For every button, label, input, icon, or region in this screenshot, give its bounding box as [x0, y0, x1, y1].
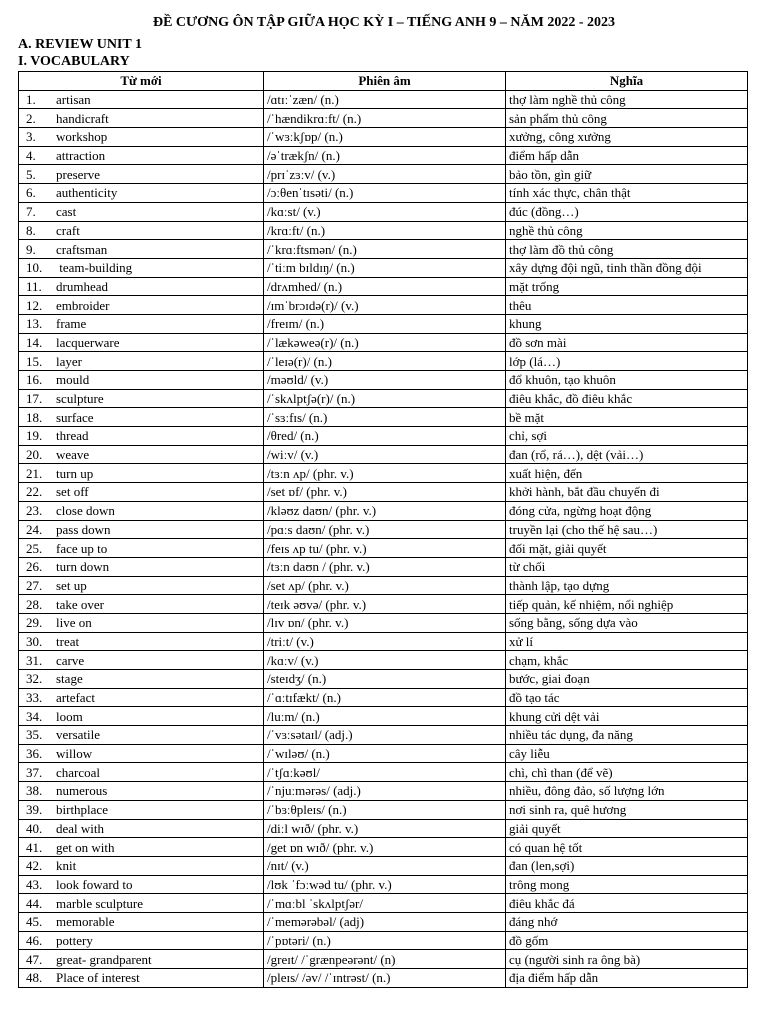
cell-phonetic: /ˈsɜːfɪs/ (n.) — [264, 408, 506, 427]
cell-phonetic: /ˈtiːm bɪldɪŋ/ (n.) — [264, 258, 506, 277]
vocab-word: set off — [56, 484, 89, 500]
vocab-word: willow — [56, 746, 93, 762]
table-row — [19, 576, 748, 595]
vocab-word: look foward to — [56, 876, 133, 892]
row-number: 40. — [26, 820, 43, 836]
table-row — [19, 445, 748, 464]
table-row — [19, 875, 748, 894]
table-row — [19, 744, 748, 763]
table-row — [19, 109, 748, 128]
row-number: 7. — [26, 204, 36, 220]
cell-word — [19, 258, 264, 277]
cell-phonetic: /krɑːft/ (n.) — [264, 221, 506, 240]
row-number: 10. — [26, 260, 43, 276]
cell-meaning: thêu — [506, 296, 748, 315]
cell-phonetic: /prɪˈzɜːv/ (v.) — [264, 165, 506, 184]
row-number: 15. — [26, 353, 43, 369]
cell-phonetic: /pɑːs daʊn/ (phr. v.) — [264, 520, 506, 539]
cell-word — [19, 520, 264, 539]
table-row — [19, 128, 748, 147]
row-number: 16. — [26, 372, 43, 388]
row-number: 8. — [26, 222, 36, 238]
cell-word — [19, 875, 264, 894]
vocab-word: great- grandparent — [56, 951, 152, 967]
cell-phonetic: /ˈkrɑːftsmən/ (n.) — [264, 240, 506, 259]
cell-phonetic: /set ʌp/ (phr. v.) — [264, 576, 506, 595]
table-row — [19, 146, 748, 165]
cell-word — [19, 763, 264, 782]
cell-meaning: mặt trống — [506, 277, 748, 296]
cell-word — [19, 800, 264, 819]
cell-word — [19, 613, 264, 632]
cell-phonetic: /freɪm/ (n.) — [264, 314, 506, 333]
row-number: 1. — [26, 92, 36, 108]
row-number: 29. — [26, 615, 43, 631]
cell-meaning: xây dựng đội ngũ, tinh thần đồng đội — [506, 258, 748, 277]
row-number: 31. — [26, 652, 43, 668]
cell-word — [19, 501, 264, 520]
cell-phonetic: /tɜːn daʊn / (phr. v.) — [264, 557, 506, 576]
section-heading-vocabulary: I. VOCABULARY — [18, 54, 130, 69]
cell-phonetic: /ˈbɜːθpleɪs/ (n.) — [264, 800, 506, 819]
cell-meaning: đáng nhớ — [506, 912, 748, 931]
row-number: 32. — [26, 671, 43, 687]
row-number: 47. — [26, 951, 43, 967]
cell-meaning: tiếp quản, kế nhiệm, nối nghiệp — [506, 595, 748, 614]
row-number: 26. — [26, 559, 43, 575]
cell-word — [19, 202, 264, 221]
cell-meaning: sản phẩm thủ công — [506, 109, 748, 128]
vocab-word: artefact — [56, 690, 95, 706]
cell-phonetic: /triːt/ (v.) — [264, 632, 506, 651]
table-row — [19, 894, 748, 913]
cell-word — [19, 894, 264, 913]
cell-phonetic: /lʊk ˈfɔːwəd tu/ (phr. v.) — [264, 875, 506, 894]
header-new-word: Từ mới — [19, 72, 264, 91]
row-number: 22. — [26, 484, 43, 500]
row-number: 11. — [26, 278, 42, 294]
cell-word — [19, 726, 264, 745]
row-number: 20. — [26, 447, 43, 463]
header-meaning: Nghĩa — [506, 72, 748, 91]
cell-phonetic: /kləʊz daʊn/ (phr. v.) — [264, 501, 506, 520]
table-row — [19, 651, 748, 670]
row-number: 4. — [26, 148, 36, 164]
table-row — [19, 670, 748, 689]
vocab-word: stage — [56, 671, 83, 687]
table-row — [19, 483, 748, 502]
cell-meaning: đan (rổ, rá…), dệt (vải…) — [506, 445, 748, 464]
vocab-word: Place of interest — [56, 970, 140, 986]
table-row — [19, 800, 748, 819]
table-row — [19, 595, 748, 614]
vocab-word: weave — [56, 447, 90, 463]
row-number: 37. — [26, 764, 43, 780]
cell-phonetic: /luːm/ (n.) — [264, 707, 506, 726]
cell-word — [19, 539, 264, 558]
cell-word — [19, 464, 264, 483]
table-row — [19, 277, 748, 296]
cell-meaning: chì, chì than (để vẽ) — [506, 763, 748, 782]
row-number: 2. — [26, 110, 36, 126]
vocab-word: memorable — [56, 914, 115, 930]
vocab-word: get on with — [56, 839, 115, 855]
vocab-word: surface — [56, 409, 94, 425]
table-row — [19, 296, 748, 315]
table-row — [19, 688, 748, 707]
row-number: 14. — [26, 334, 43, 350]
cell-phonetic: /ˈskʌlptʃə(r)/ (n.) — [264, 389, 506, 408]
table-row — [19, 838, 748, 857]
row-number: 41. — [26, 839, 43, 855]
cell-meaning: truyền lại (cho thế hệ sau…) — [506, 520, 748, 539]
cell-meaning: lớp (lá…) — [506, 352, 748, 371]
row-number: 44. — [26, 895, 43, 911]
cell-meaning: từ chối — [506, 557, 748, 576]
cell-meaning: xuất hiện, đến — [506, 464, 748, 483]
cell-meaning: đối mặt, giải quyết — [506, 539, 748, 558]
cell-meaning: giải quyết — [506, 819, 748, 838]
row-number: 46. — [26, 932, 43, 948]
cell-meaning: bảo tồn, gìn giữ — [506, 165, 748, 184]
cell-word — [19, 277, 264, 296]
cell-phonetic: /ˈmemərəbəl/ (adj) — [264, 912, 506, 931]
row-number: 6. — [26, 185, 36, 201]
vocab-word: live on — [56, 615, 92, 631]
cell-phonetic: /ˈtʃɑːkəʊl/ — [264, 763, 506, 782]
cell-word — [19, 427, 264, 446]
cell-phonetic: /get ɒn wɪð/ (phr. v.) — [264, 838, 506, 857]
cell-phonetic: /set ɒf/ (phr. v.) — [264, 483, 506, 502]
table-row — [19, 464, 748, 483]
cell-word — [19, 744, 264, 763]
cell-word — [19, 445, 264, 464]
cell-meaning: cây liễu — [506, 744, 748, 763]
table-row — [19, 240, 748, 259]
cell-word — [19, 408, 264, 427]
vocab-word: birthplace — [56, 802, 108, 818]
vocab-word: handicraft — [56, 110, 109, 126]
vocab-word: craftsman — [56, 241, 108, 257]
cell-word — [19, 184, 264, 203]
cell-meaning: khung cửi dệt vải — [506, 707, 748, 726]
cell-phonetic: /nɪt/ (v.) — [264, 856, 506, 875]
cell-meaning: đổ khuôn, tạo khuôn — [506, 371, 748, 390]
table-row — [19, 520, 748, 539]
table-row — [19, 408, 748, 427]
cell-word — [19, 128, 264, 147]
vocab-word: workshop — [56, 129, 108, 145]
cell-word — [19, 651, 264, 670]
vocab-word: versatile — [56, 727, 101, 743]
cell-meaning: địa điểm hấp dẫn — [506, 969, 748, 988]
table-row — [19, 427, 748, 446]
row-number: 9. — [26, 241, 36, 257]
cell-meaning: chạm, khắc — [506, 651, 748, 670]
cell-phonetic: /lɪv ɒn/ (phr. v.) — [264, 613, 506, 632]
cell-phonetic: /ˈwɜːkʃɒp/ (n.) — [264, 128, 506, 147]
cell-word — [19, 221, 264, 240]
cell-word — [19, 707, 264, 726]
vocab-word: sculpture — [56, 391, 104, 407]
cell-phonetic: /θred/ (n.) — [264, 427, 506, 446]
cell-meaning: bước, giai đoạn — [506, 670, 748, 689]
vocab-word: numerous — [56, 783, 108, 799]
cell-meaning: đúc (đồng…) — [506, 202, 748, 221]
cell-word — [19, 483, 264, 502]
row-number: 45. — [26, 914, 43, 930]
table-row — [19, 950, 748, 969]
vocab-word: set up — [56, 577, 87, 593]
vocab-word: close down — [56, 503, 115, 519]
cell-meaning: bề mặt — [506, 408, 748, 427]
cell-word — [19, 389, 264, 408]
cell-word — [19, 912, 264, 931]
row-number: 35. — [26, 727, 43, 743]
cell-meaning: đóng cửa, ngừng hoạt động — [506, 501, 748, 520]
table-row — [19, 763, 748, 782]
vocabulary-table — [18, 71, 748, 988]
cell-word — [19, 314, 264, 333]
table-header-row — [19, 72, 748, 91]
table-row — [19, 856, 748, 875]
row-number: 36. — [26, 746, 43, 762]
cell-meaning: xưởng, công xưởng — [506, 128, 748, 147]
vocab-word: treat — [56, 633, 80, 649]
cell-meaning: khởi hành, bắt đầu chuyến đi — [506, 483, 748, 502]
vocab-word: loom — [56, 708, 83, 724]
vocab-word: layer — [56, 353, 82, 369]
cell-phonetic: /ˈpɒtəri/ (n.) — [264, 931, 506, 950]
row-number: 48. — [26, 970, 43, 986]
table-row — [19, 707, 748, 726]
cell-word — [19, 165, 264, 184]
vocabulary-table-body — [19, 90, 748, 987]
row-number: 33. — [26, 690, 43, 706]
cell-meaning: khung — [506, 314, 748, 333]
cell-phonetic: /wiːv/ (v.) — [264, 445, 506, 464]
table-row — [19, 314, 748, 333]
vocab-word: carve — [56, 652, 85, 668]
table-row — [19, 819, 748, 838]
cell-word — [19, 688, 264, 707]
row-number: 24. — [26, 521, 43, 537]
table-row — [19, 782, 748, 801]
cell-phonetic: /greɪt/ /ˈgrænpeərənt/ (n) — [264, 950, 506, 969]
vocab-word: face up to — [56, 540, 108, 556]
cell-word — [19, 595, 264, 614]
row-number: 34. — [26, 708, 43, 724]
cell-phonetic: /ɔːθenˈtɪsəti/ (n.) — [264, 184, 506, 203]
cell-word — [19, 240, 264, 259]
cell-word — [19, 371, 264, 390]
vocab-word: lacquerware — [56, 334, 120, 350]
cell-word — [19, 109, 264, 128]
vocab-word: preserve — [56, 166, 101, 182]
table-row — [19, 352, 748, 371]
cell-phonetic: /ˈmɑːbl ˈskʌlptʃər/ — [264, 894, 506, 913]
vocab-word: take over — [56, 596, 105, 612]
row-number: 12. — [26, 297, 43, 313]
vocab-word: pottery — [56, 932, 93, 948]
cell-meaning: điểm hấp dẫn — [506, 146, 748, 165]
table-row — [19, 258, 748, 277]
cell-word — [19, 632, 264, 651]
table-row — [19, 333, 748, 352]
table-row — [19, 632, 748, 651]
cell-meaning: sống bằng, sống dựa vào — [506, 613, 748, 632]
row-number: 23. — [26, 503, 43, 519]
vocab-word: turn down — [56, 559, 110, 575]
cell-phonetic: /ˈvɜːsətaɪl/ (adj.) — [264, 726, 506, 745]
cell-phonetic: /kɑːst/ (v.) — [264, 202, 506, 221]
vocab-word: team-building — [56, 260, 133, 276]
cell-phonetic: /ɪmˈbrɔɪdə(r)/ (v.) — [264, 296, 506, 315]
vocab-word: deal with — [56, 820, 105, 836]
row-number: 42. — [26, 858, 43, 874]
table-row — [19, 931, 748, 950]
cell-phonetic: /feɪs ʌp tu/ (phr. v.) — [264, 539, 506, 558]
cell-word — [19, 352, 264, 371]
cell-phonetic: /ˈnjuːmərəs/ (adj.) — [264, 782, 506, 801]
row-number: 13. — [26, 316, 43, 332]
row-number: 21. — [26, 465, 43, 481]
vocab-word: authenticity — [56, 185, 118, 201]
cell-phonetic: /ˈleɪə(r)/ (n.) — [264, 352, 506, 371]
row-number: 28. — [26, 596, 43, 612]
cell-word — [19, 782, 264, 801]
cell-meaning: chỉ, sợi — [506, 427, 748, 446]
row-number: 17. — [26, 391, 43, 407]
cell-phonetic: /əˈtrækʃn/ (n.) — [264, 146, 506, 165]
cell-meaning: nhiều tác dụng, đa năng — [506, 726, 748, 745]
cell-meaning: trông mong — [506, 875, 748, 894]
cell-meaning: thợ làm nghề thủ công — [506, 90, 748, 109]
cell-meaning: cụ (người sinh ra ông bà) — [506, 950, 748, 969]
cell-meaning: thành lập, tạo dựng — [506, 576, 748, 595]
cell-word — [19, 950, 264, 969]
cell-meaning: nhiều, đông đảo, số lượng lớn — [506, 782, 748, 801]
cell-phonetic: /məʊld/ (v.) — [264, 371, 506, 390]
vocab-word: turn up — [56, 465, 94, 481]
table-row — [19, 184, 748, 203]
cell-phonetic: /ɑtɪːˈzæn/ (n.) — [264, 90, 506, 109]
cell-word — [19, 670, 264, 689]
cell-phonetic: /diːl wɪð/ (phr. v.) — [264, 819, 506, 838]
row-number: 19. — [26, 428, 43, 444]
cell-meaning: điêu khắc, đồ điêu khắc — [506, 389, 748, 408]
cell-phonetic: /drʌmhed/ (n.) — [264, 277, 506, 296]
cell-phonetic: /ˈɑːtɪfækt/ (n.) — [264, 688, 506, 707]
table-row — [19, 539, 748, 558]
cell-phonetic: /kɑːv/ (v.) — [264, 651, 506, 670]
cell-word — [19, 819, 264, 838]
cell-meaning: xử lí — [506, 632, 748, 651]
table-row — [19, 557, 748, 576]
cell-word — [19, 856, 264, 875]
vocab-word: marble sculpture — [56, 895, 143, 911]
cell-word — [19, 931, 264, 950]
table-row — [19, 726, 748, 745]
cell-phonetic: /ˈhændikrɑːft/ (n.) — [264, 109, 506, 128]
table-row — [19, 501, 748, 520]
vocab-word: cast — [56, 204, 77, 220]
row-number: 27. — [26, 577, 43, 593]
cell-word — [19, 557, 264, 576]
cell-word — [19, 576, 264, 595]
cell-meaning: nghề thủ công — [506, 221, 748, 240]
cell-word — [19, 90, 264, 109]
cell-meaning: có quan hệ tốt — [506, 838, 748, 857]
cell-word — [19, 969, 264, 988]
vocab-word: attraction — [56, 148, 106, 164]
cell-meaning: điêu khắc đá — [506, 894, 748, 913]
row-number: 43. — [26, 876, 43, 892]
header-phonetic: Phiên âm — [264, 72, 506, 91]
section-heading-review: A. REVIEW UNIT 1 — [18, 37, 142, 52]
cell-word — [19, 296, 264, 315]
cell-word — [19, 838, 264, 857]
cell-phonetic: /ˈlækəweə(r)/ (n.) — [264, 333, 506, 352]
vocab-word: thread — [56, 428, 89, 444]
cell-meaning: nơi sinh ra, quê hương — [506, 800, 748, 819]
vocab-word: craft — [56, 222, 80, 238]
table-row — [19, 202, 748, 221]
vocab-word: charcoal — [56, 764, 101, 780]
row-number: 18. — [26, 409, 43, 425]
cell-meaning: đan (len,sợi) — [506, 856, 748, 875]
cell-phonetic: /steɪdʒ/ (n.) — [264, 670, 506, 689]
table-row — [19, 165, 748, 184]
row-number: 38. — [26, 783, 43, 799]
vocab-word: embroider — [56, 297, 110, 313]
vocab-word: knit — [56, 858, 77, 874]
row-number: 39. — [26, 802, 43, 818]
table-row — [19, 613, 748, 632]
cell-phonetic: /tɜːn ʌp/ (phr. v.) — [264, 464, 506, 483]
row-number: 5. — [26, 166, 36, 182]
vocab-word: drumhead — [56, 278, 108, 294]
table-row — [19, 90, 748, 109]
row-number: 3. — [26, 129, 36, 145]
table-row — [19, 389, 748, 408]
cell-word — [19, 146, 264, 165]
document-title: ĐỀ CƯƠNG ÔN TẬP GIỮA HỌC KỲ I – TIẾNG ANH 9 – NĂM 2022 - 2023 — [152, 15, 616, 30]
vocab-word: frame — [56, 316, 87, 332]
vocab-word: artisan — [56, 92, 91, 108]
vocab-word: pass down — [56, 521, 111, 537]
cell-phonetic: /teɪk əʊvə/ (phr. v.) — [264, 595, 506, 614]
cell-meaning: tính xác thực, chân thật — [506, 184, 748, 203]
table-row — [19, 371, 748, 390]
cell-word — [19, 333, 264, 352]
cell-meaning: đồ sơn mài — [506, 333, 748, 352]
row-number: 25. — [26, 540, 43, 556]
cell-meaning: đồ tạo tác — [506, 688, 748, 707]
row-number: 30. — [26, 633, 43, 649]
vocab-word: mould — [56, 372, 90, 388]
table-row — [19, 221, 748, 240]
table-row — [19, 912, 748, 931]
table-row — [19, 969, 748, 988]
cell-phonetic: /pleɪs/ /əv/ /ˈɪntrəst/ (n.) — [264, 969, 506, 988]
cell-phonetic: /ˈwɪləʊ/ (n.) — [264, 744, 506, 763]
cell-meaning: đồ gốm — [506, 931, 748, 950]
cell-meaning: thợ làm đồ thủ công — [506, 240, 748, 259]
